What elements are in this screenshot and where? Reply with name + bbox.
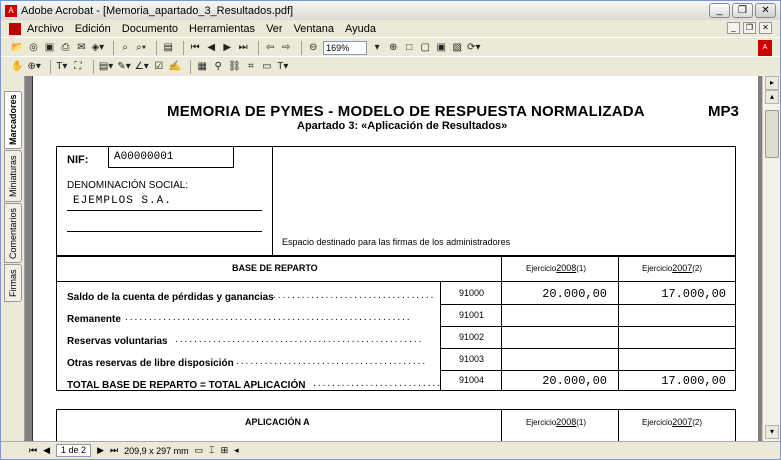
document-subtitle: Apartado 3: «Aplicación de Resultados» bbox=[297, 120, 508, 132]
document-icon[interactable] bbox=[9, 23, 21, 35]
hand-tool-icon[interactable]: ✋ bbox=[11, 61, 24, 72]
row-label-saldo: Saldo de la cuenta de pérdidas y ganancias bbox=[67, 292, 274, 303]
find-icon[interactable]: ⌕ bbox=[122, 42, 128, 53]
zoom-out-icon[interactable]: ⊖ bbox=[308, 42, 318, 53]
first-page-icon[interactable]: ⏮ bbox=[190, 42, 200, 53]
zoom-in-icon[interactable]: ⊕ bbox=[388, 42, 398, 53]
aplicacion-header: APLICACIÓN A bbox=[245, 417, 310, 427]
comment-icon[interactable]: ▤▾ bbox=[98, 61, 114, 72]
tab-comentarios[interactable]: Comentarios bbox=[4, 203, 22, 263]
menu-archivo[interactable]: Archivo bbox=[27, 22, 64, 35]
organizer-icon[interactable]: ◎ bbox=[29, 42, 38, 53]
row-value2-saldo: 17.000,00 bbox=[661, 287, 726, 301]
link-icon[interactable]: ⛓ bbox=[228, 61, 241, 72]
acrobat-icon: A bbox=[5, 5, 17, 17]
nif-value: A00000001 bbox=[114, 151, 174, 163]
menu-ventana[interactable]: Ventana bbox=[293, 22, 334, 35]
tab-marcadores[interactable]: Marcadores bbox=[4, 91, 22, 149]
menu-edicion[interactable]: Edición bbox=[74, 22, 111, 35]
row-dots-saldo: .................................. bbox=[273, 290, 436, 301]
page-number-field[interactable]: 1 de 2 bbox=[56, 444, 91, 457]
line-tool-icon[interactable]: ∠▾ bbox=[134, 61, 149, 72]
single-page-icon[interactable]: ▭ bbox=[194, 445, 204, 455]
checkmark-icon[interactable]: ☑ bbox=[154, 61, 164, 72]
year-1: 2008 bbox=[556, 263, 577, 273]
aplicacion-ejercicio-1: Ejercicio2008(1) bbox=[526, 417, 587, 427]
year-2: 2007 bbox=[672, 263, 693, 273]
ejercicio-2-header: Ejercicio2007(2) bbox=[642, 263, 703, 273]
navigation-pane bbox=[1, 76, 25, 441]
ejercicio-1-header: Ejercicio2008(1) bbox=[526, 263, 587, 273]
sign-icon[interactable]: ✍ bbox=[168, 61, 182, 72]
document-view[interactable] bbox=[26, 76, 762, 441]
fit-page-icon[interactable]: ▢ bbox=[420, 42, 430, 53]
row-label-reservas: Reservas voluntarias bbox=[67, 336, 168, 347]
create-pdf-icon[interactable]: ◈▾ bbox=[91, 42, 105, 53]
aplicacion-ejercicio-2: Ejercicio2007(2) bbox=[642, 417, 703, 427]
main-toolbar bbox=[1, 37, 780, 57]
tab-firmas[interactable]: Firmas bbox=[4, 264, 22, 302]
row-dots-otras-reservas: ........................................ bbox=[236, 356, 428, 367]
zoom-tool-icon[interactable]: ⊕▾ bbox=[27, 61, 41, 72]
scroll-thumb[interactable] bbox=[765, 110, 779, 158]
pdf-page bbox=[32, 76, 758, 441]
base-reparto-header: BASE DE REPARTO bbox=[232, 263, 318, 273]
fit-visible-icon[interactable]: ▧ bbox=[452, 42, 462, 53]
form-icon[interactable]: ▦ bbox=[197, 61, 207, 72]
scroll-down-arrow-icon[interactable]: ▾ bbox=[765, 425, 779, 439]
menu-ayuda[interactable]: Ayuda bbox=[344, 22, 376, 35]
last-page-icon[interactable]: ⏭ bbox=[238, 42, 248, 53]
page-icon[interactable]: ▤ bbox=[163, 42, 173, 53]
crop-icon[interactable]: ⌗ bbox=[248, 61, 254, 72]
menu-herramientas[interactable]: Herramientas bbox=[189, 22, 256, 35]
row-value2-total: 17.000,00 bbox=[661, 374, 726, 388]
row-value1-saldo: 20.000,00 bbox=[542, 287, 607, 301]
nif-label: NIF: bbox=[67, 154, 89, 166]
first-page-icon[interactable]: ⏮ bbox=[29, 445, 38, 455]
facing-icon[interactable]: ⊞ bbox=[220, 445, 229, 455]
article-icon[interactable]: ▭ bbox=[262, 61, 272, 72]
denominacion-value: EJEMPLOS S.A. bbox=[73, 195, 172, 207]
menu-documento[interactable]: Documento bbox=[121, 22, 179, 35]
row-label-otras-reservas: Otras reservas de libre disposición bbox=[67, 358, 234, 369]
adobe-logo-icon: A bbox=[758, 40, 772, 56]
row-dots-reservas: .................................................... bbox=[175, 334, 424, 345]
row-label-remanente: Remanente bbox=[67, 314, 121, 325]
prev-page-icon[interactable]: ◀ bbox=[207, 42, 216, 53]
last-page-icon[interactable]: ⏭ bbox=[109, 445, 119, 455]
snapshot-icon[interactable]: ⛶ bbox=[74, 61, 82, 72]
document-code: MP3 bbox=[708, 103, 739, 120]
scroll-right-arrow-icon[interactable]: ▸ bbox=[765, 76, 779, 90]
vertical-scrollbar[interactable] bbox=[762, 76, 780, 441]
forward-icon[interactable]: ⇨ bbox=[281, 42, 291, 53]
prev-page-icon[interactable]: ◀ bbox=[43, 445, 51, 455]
row-code-saldo: 91000 bbox=[459, 288, 485, 298]
pencil-icon[interactable]: ✎▾ bbox=[117, 61, 131, 72]
open-icon[interactable]: 📂 bbox=[11, 42, 24, 53]
row-code-otras-reservas: 91003 bbox=[459, 354, 485, 364]
tab-miniaturas[interactable]: Miniaturas bbox=[4, 150, 22, 202]
print-icon[interactable]: ⎙ bbox=[61, 42, 70, 53]
row-value1-total: 20.000,00 bbox=[542, 374, 607, 388]
doc-restore-button[interactable]: ❐ bbox=[743, 22, 756, 34]
row-dots-total: ........................... bbox=[313, 378, 443, 389]
aplicacion-table bbox=[56, 409, 736, 441]
save-icon[interactable]: ▣ bbox=[44, 42, 55, 53]
page-size: 209,9 x 297 mm bbox=[124, 445, 189, 456]
row-label-total: TOTAL BASE DE REPARTO = TOTAL APLICACIÓN bbox=[67, 380, 306, 391]
attach-icon[interactable]: ⚲ bbox=[214, 61, 222, 72]
title-bar bbox=[1, 1, 780, 20]
actual-size-icon[interactable]: □ bbox=[406, 42, 413, 53]
next-page-icon[interactable]: ▶ bbox=[97, 445, 104, 455]
touchup-text-icon[interactable]: T▾ bbox=[277, 61, 289, 72]
tools-toolbar bbox=[1, 56, 780, 76]
status-bar bbox=[1, 441, 780, 459]
doc-minimize-button[interactable]: _ bbox=[727, 22, 740, 34]
scroll-left-icon[interactable]: ◂ bbox=[234, 445, 239, 455]
chevron-down-icon[interactable]: ▾ bbox=[374, 42, 380, 53]
search-icon[interactable]: ⌕▾ bbox=[136, 42, 147, 53]
signature-note: Espacio destinado para las firmas de los administradores bbox=[282, 237, 511, 247]
minimize-button[interactable]: _ bbox=[709, 3, 730, 18]
email-icon[interactable]: ✉ bbox=[77, 42, 86, 53]
doc-close-button[interactable]: ✕ bbox=[759, 22, 772, 34]
denominacion-label: DENOMINACIÓN SOCIAL: bbox=[67, 180, 189, 191]
rotate-icon[interactable]: ⟳▾ bbox=[467, 42, 481, 53]
next-page-icon[interactable]: ▶ bbox=[223, 42, 232, 53]
row-code-remanente: 91001 bbox=[459, 310, 485, 320]
row-code-reservas: 91002 bbox=[459, 332, 485, 342]
text-select-icon[interactable]: T▾ bbox=[56, 61, 68, 72]
menu-ver[interactable]: Ver bbox=[266, 22, 283, 35]
continuous-icon[interactable]: ⌶ bbox=[209, 445, 215, 455]
zoom-input[interactable]: 169% bbox=[323, 41, 367, 55]
back-icon[interactable]: ⇦ bbox=[265, 42, 275, 53]
row-dots-remanente: ............................................................ bbox=[125, 312, 412, 323]
scroll-up-arrow-icon[interactable]: ▴ bbox=[765, 90, 779, 104]
menu-bar bbox=[1, 20, 780, 37]
restore-button[interactable]: ❐ bbox=[732, 3, 753, 18]
close-button[interactable]: ✕ bbox=[755, 3, 776, 18]
row-code-total: 91004 bbox=[459, 375, 485, 385]
window-title: Adobe Acrobat - [Memoria_apartado_3_Resultados.pdf] bbox=[21, 4, 294, 17]
document-title: MEMORIA DE PYMES - MODELO DE RESPUESTA NORMALIZADA bbox=[167, 103, 645, 120]
work-area bbox=[1, 76, 780, 441]
fit-width-icon[interactable]: ▣ bbox=[436, 42, 446, 53]
